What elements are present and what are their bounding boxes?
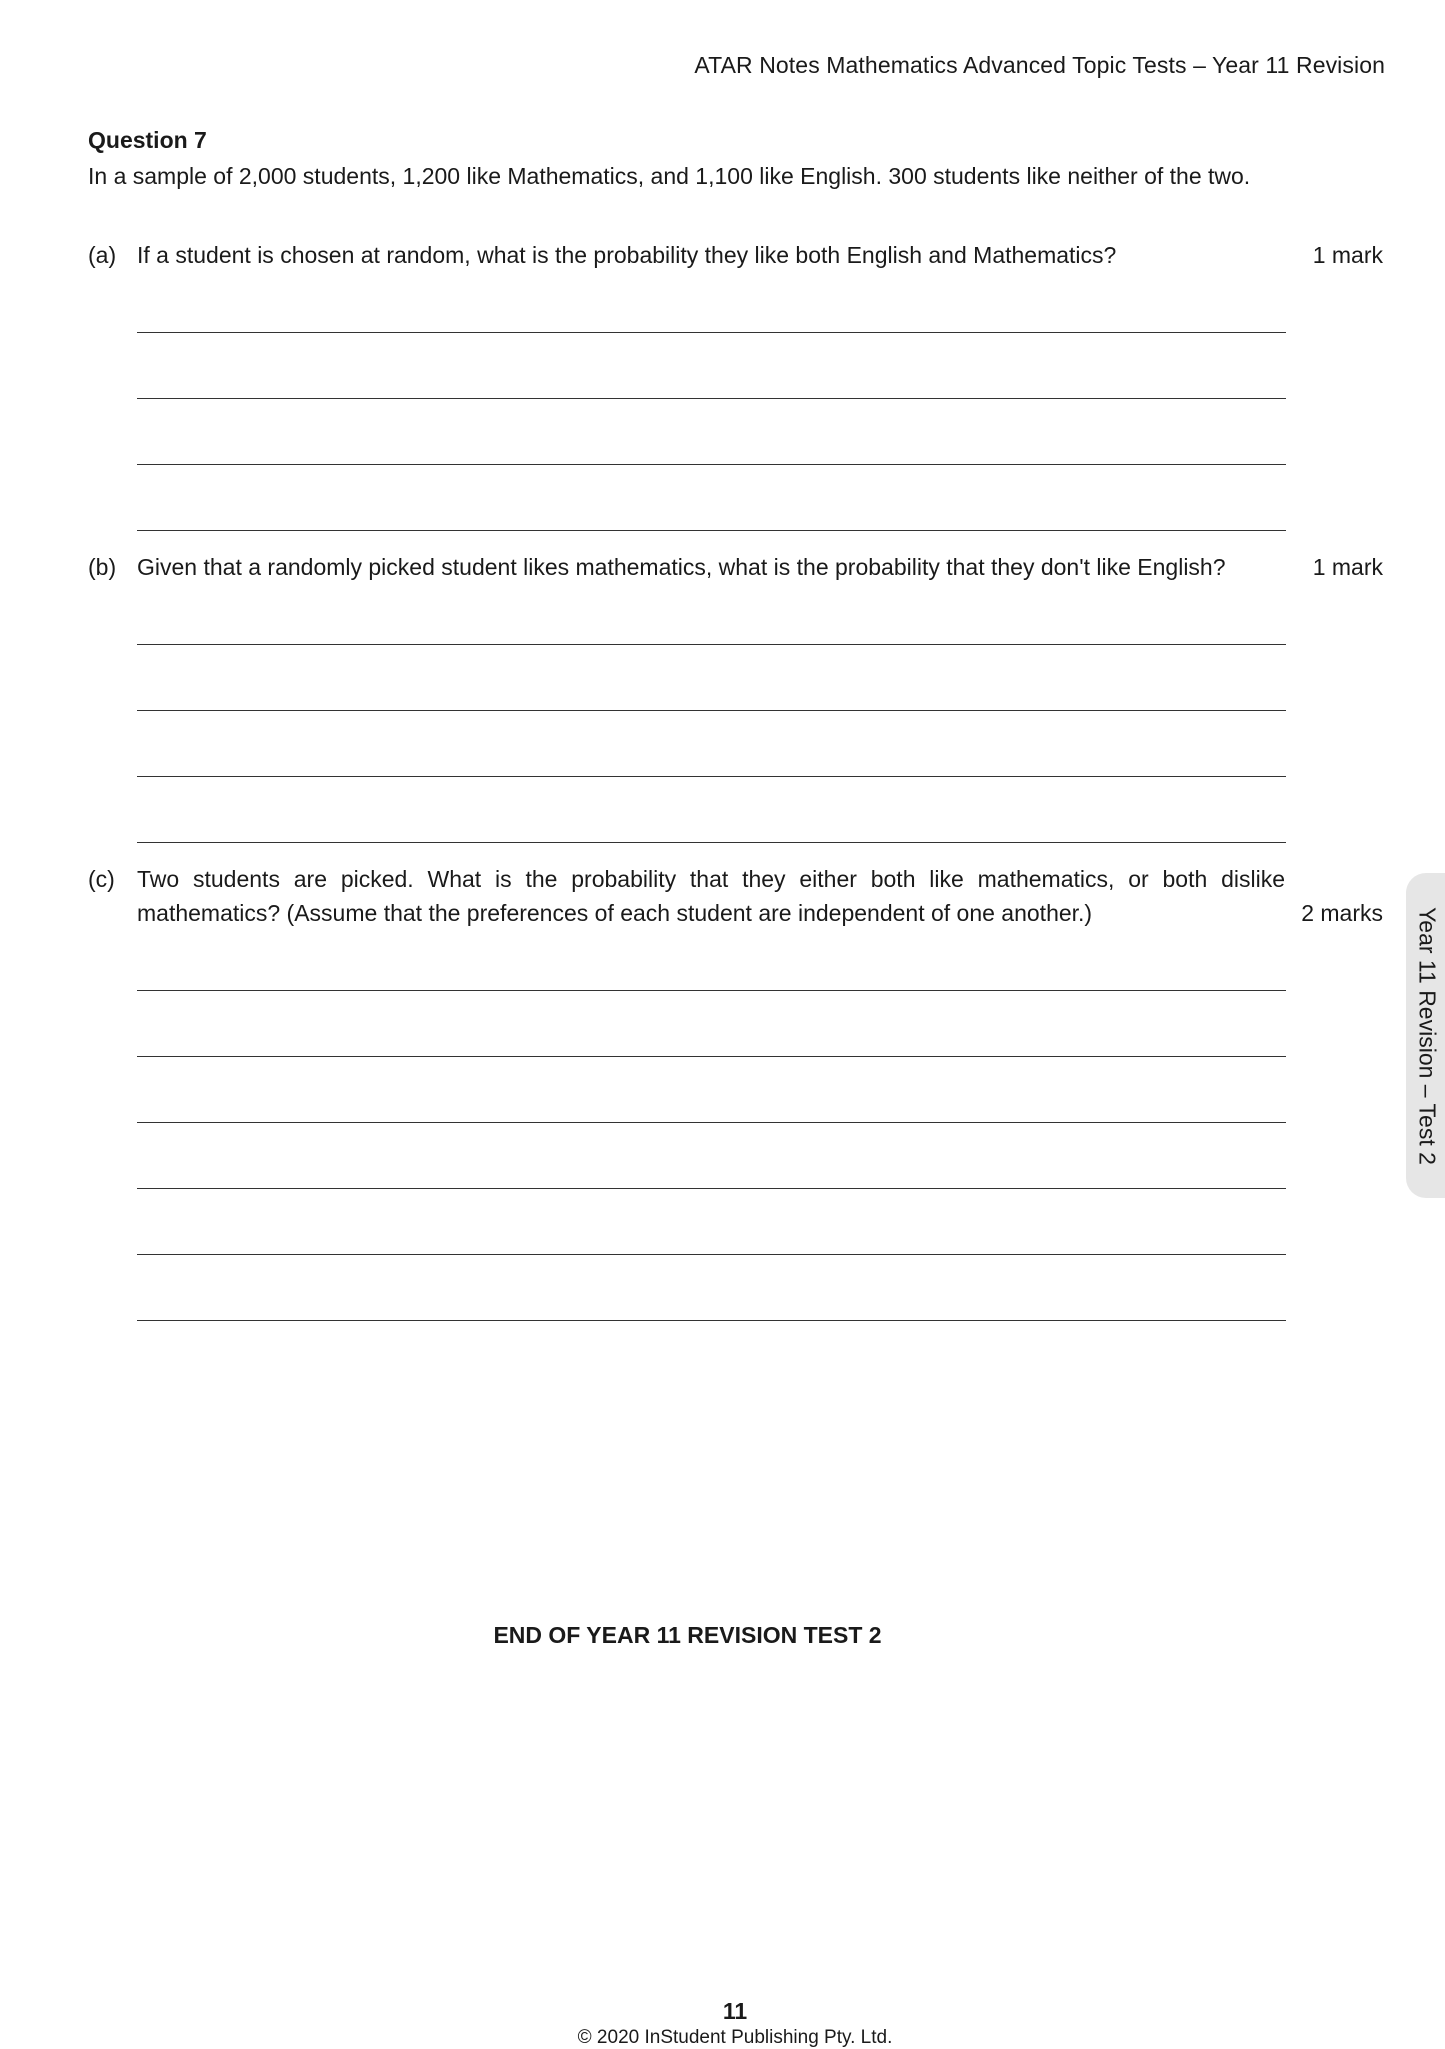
answer-line[interactable] (137, 1056, 1286, 1057)
answer-line[interactable] (137, 1122, 1286, 1123)
answer-line[interactable] (137, 644, 1286, 645)
answer-line[interactable] (137, 464, 1286, 465)
page-number: 11 (722, 1998, 748, 2024)
copyright-notice: © 2020 InStudent Publishing Pty. Ltd. (577, 2027, 893, 2048)
running-header: ATAR Notes Mathematics Advanced Topic Tests – Year 11 Revision (694, 52, 1385, 78)
answer-line[interactable] (137, 990, 1286, 991)
part-label: (c) (88, 866, 115, 892)
end-of-test-note: END OF YEAR 11 REVISION TEST 2 (493, 1622, 882, 1648)
part-label: (a) (88, 242, 117, 268)
answer-line[interactable] (137, 1320, 1286, 1321)
answer-line[interactable] (137, 1254, 1286, 1255)
answer-line[interactable] (137, 1188, 1286, 1189)
part-marks: 1 mark (1312, 242, 1383, 268)
question-stem: In a sample of 2,000 students, 1,200 like Mathematics, and 1,100 like English. 300 students like neither of the two. (88, 163, 1251, 189)
answer-line[interactable] (137, 842, 1286, 843)
part-text: Given that a randomly picked student likes mathematics, what is the probability that they don't like English? (137, 554, 1226, 580)
answer-line[interactable] (137, 398, 1286, 399)
section-side-tab (1406, 873, 1445, 1198)
question-title: Question 7 (88, 127, 207, 153)
part-label: (b) (88, 554, 117, 580)
answer-line[interactable] (137, 710, 1286, 711)
side-tab-label: Year 11 Revision – Test 2 (1414, 906, 1440, 1165)
answer-line[interactable] (137, 776, 1286, 777)
answer-line[interactable] (137, 530, 1286, 531)
part-text: If a student is chosen at random, what is the probability they like both English and Mathematics? (137, 242, 1117, 268)
part-marks: 1 mark (1312, 554, 1383, 580)
answer-line[interactable] (137, 332, 1286, 333)
part-text: Two students are picked. What is the probability that they either both like mathematics, or both dislike mathematics? (Assume that the preferences of each student are independent of one another.) (137, 866, 1285, 926)
part-marks: 2 marks (1301, 900, 1383, 926)
